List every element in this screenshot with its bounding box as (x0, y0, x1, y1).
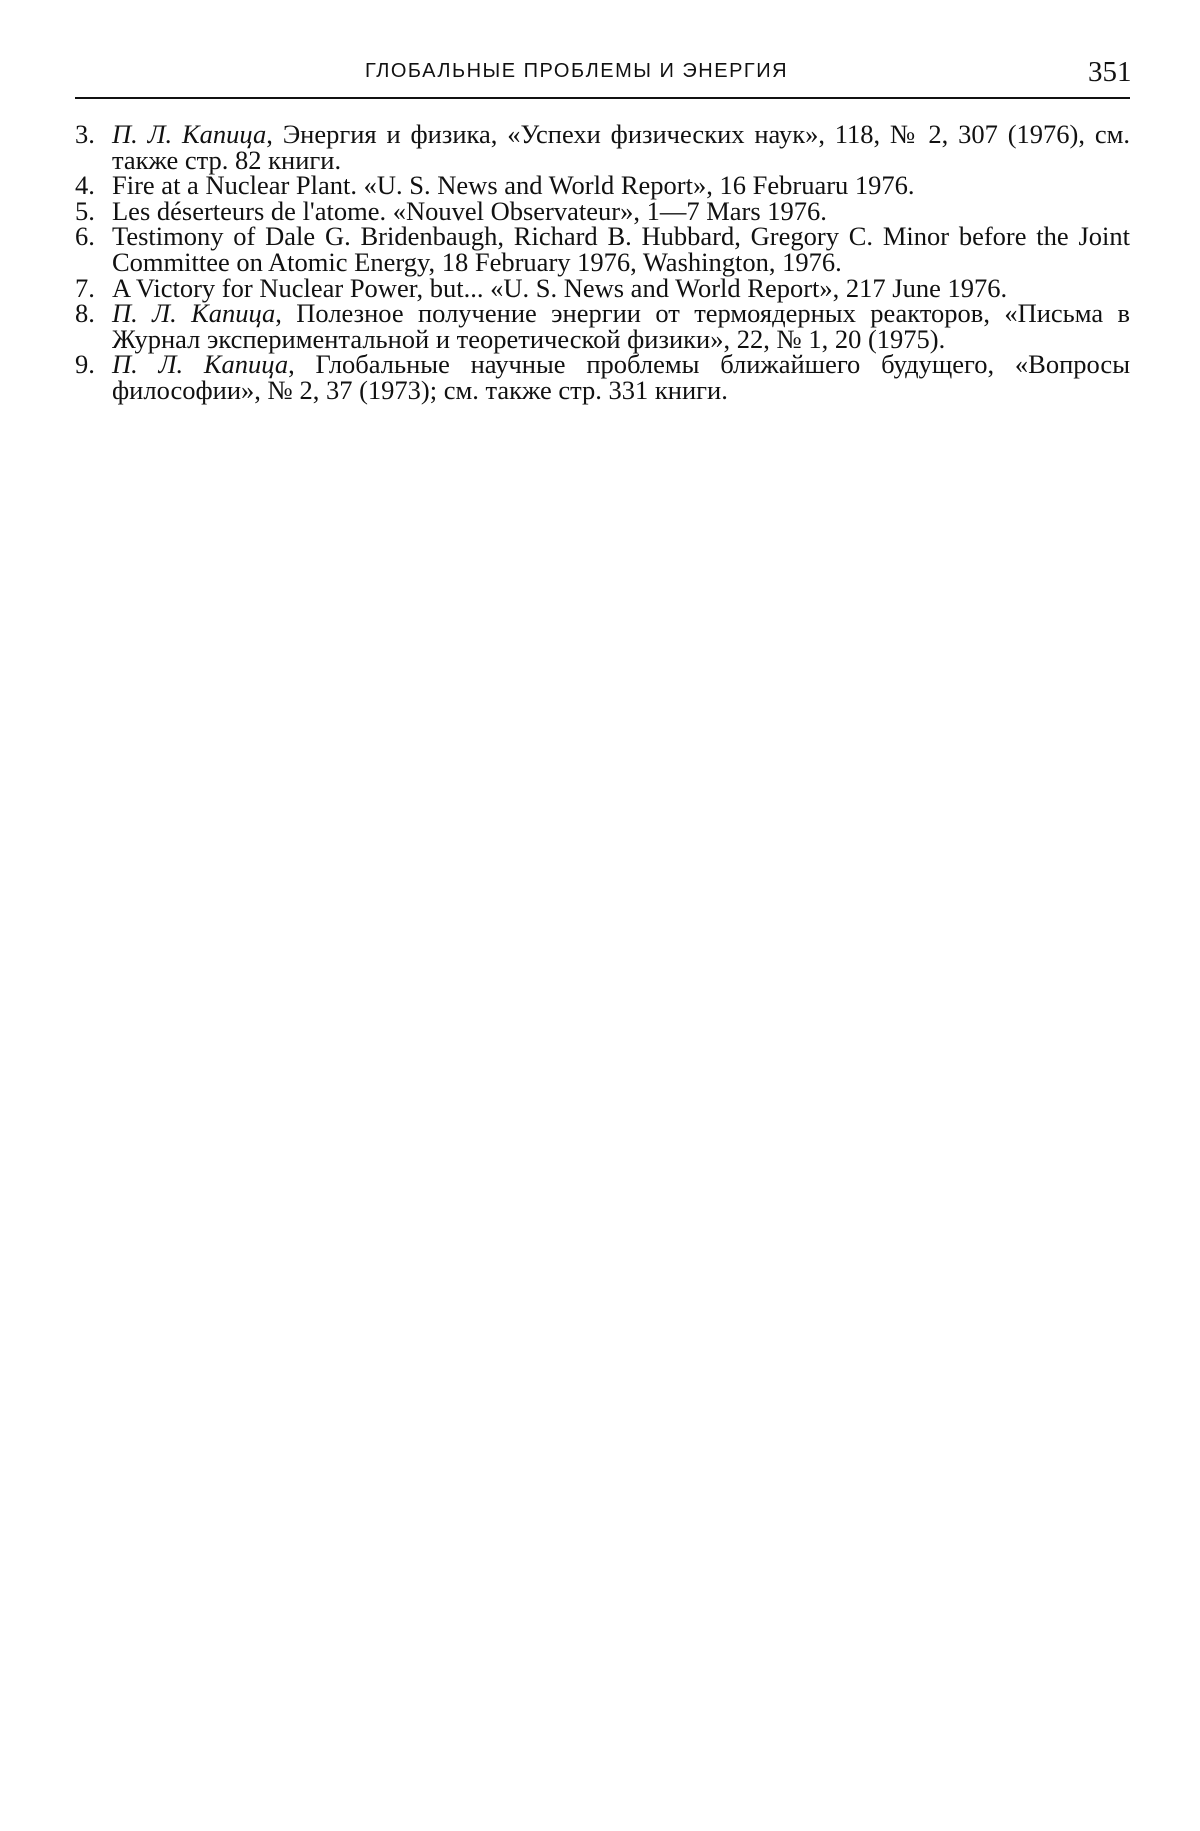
running-title: ГЛОБАЛЬНЫЕ ПРОБЛЕМЫ И ЭНЕРГИЯ (365, 60, 789, 82)
reference-item (75, 119, 1130, 175)
reference-item (75, 221, 1130, 277)
reference-text: Les déserteurs de l'atome. «Nouvel Observateur», 1—7 Mars 1976. (112, 195, 827, 226)
reference-number: 7. (75, 272, 95, 303)
reference-text: , Глобальные научные проблемы ближайшего будущего, «Вопросы философии», № 2, 37 (1973); см. также стр. 331 книги. (112, 349, 1130, 405)
reference-text: Testimony of Dale G. Bridenbaugh, Richard B. Hubbard, Gregory C. Minor before the Joint Committee on Atomic Energy, 18 February 1976, Washington, 1976. (112, 221, 1130, 277)
reference-text: , Энергия и физика, «Успехи физических наук», 118, № 2, 307 (1976), см. также стр. 82 книги. (112, 119, 1130, 175)
reference-author: П. Л. Капица (112, 119, 267, 149)
reference-number: 3. (75, 119, 95, 149)
reference-text: , Полезное получение энергии от термоядерных реакторов, «Письма в Журнал экспериментальной и теоретической физики», 22, № 1, 20 (1975). (112, 298, 1130, 354)
header-rule (75, 97, 1130, 99)
reference-number: 8. (75, 298, 95, 329)
reference-number: 9. (75, 349, 95, 380)
reference-item (75, 298, 1130, 354)
reference-number: 5. (75, 195, 95, 226)
reference-number: 6. (75, 221, 95, 252)
reference-text: A Victory for Nuclear Power, but... «U. S. News and World Report», 217 June 1976. (112, 272, 1008, 303)
reference-list (75, 119, 1130, 405)
reference-item (75, 349, 1130, 405)
page-header (0, 0, 1200, 110)
reference-author: П. Л. Капица (112, 298, 276, 329)
reference-text: Fire at a Nuclear Plant. «U. S. News and World Report», 16 Februaru 1976. (112, 170, 915, 201)
reference-number: 4. (75, 170, 95, 201)
reference-author: П. Л. Капица (112, 349, 289, 380)
page-number: 351 (1088, 56, 1132, 88)
